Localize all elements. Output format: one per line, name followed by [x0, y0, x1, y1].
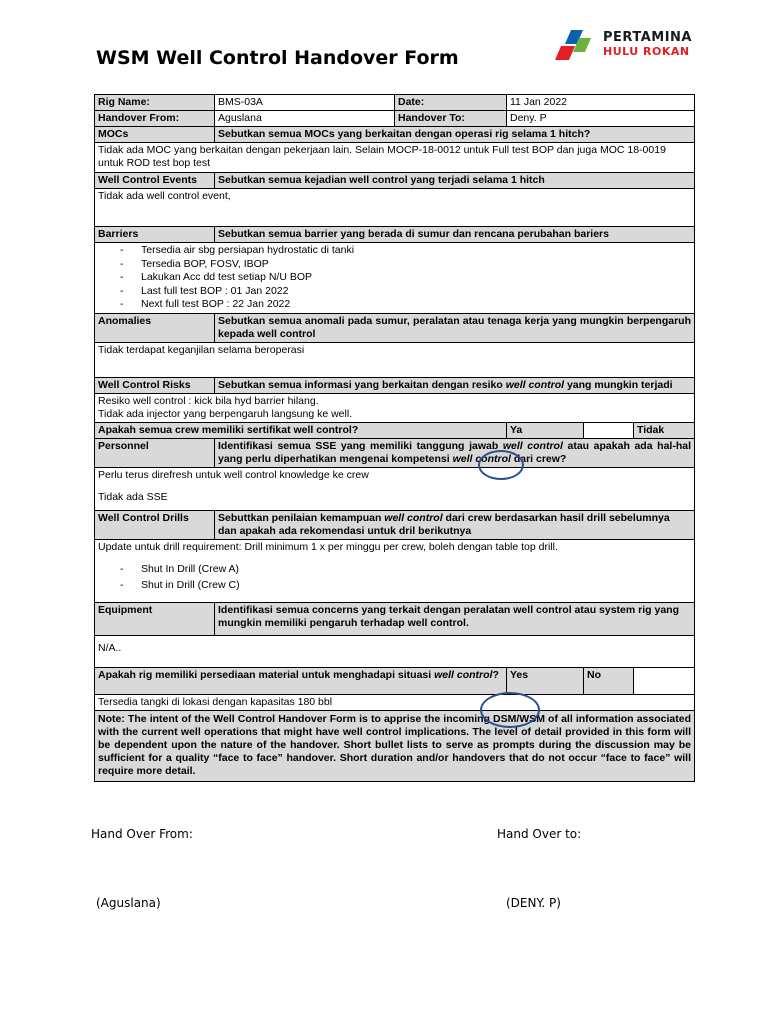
handover-row — [95, 111, 695, 127]
logo-text-hulu-rokan: HULU ROKAN — [603, 45, 690, 58]
personnel-question: Identifikasi semua SSE yang memiliki tanggung jawab well control atau apakah ada hal-hal yang perlu diperhatikan mengenai kompetensi well control dari crew? — [215, 438, 695, 467]
drills-answer[interactable]: Update untuk drill requirement: Drill minimum 1 x per minggu per crew, boleh dengan table top drill. - Shut In Drill (Crew A) - Shut in Drill (Crew C) — [95, 539, 695, 602]
drills-label: Well Control Drills — [95, 510, 215, 539]
anomalies-header-row — [95, 313, 695, 342]
material-no-box[interactable] — [634, 667, 695, 694]
hand-over-from-name: (Aguslana) — [96, 896, 161, 910]
mocs-answer-row — [95, 143, 695, 173]
material-yes-option[interactable]: Yes — [507, 667, 584, 694]
list-item: - Last full test BOP : 01 Jan 2022 — [141, 285, 691, 299]
anomalies-label: Anomalies — [95, 313, 215, 342]
barriers-label: Barriers — [95, 227, 215, 243]
rig-name-label: Rig Name: — [95, 95, 215, 111]
anomalies-answer-row — [95, 342, 695, 377]
barriers-answer[interactable] — [95, 243, 695, 314]
list-item: - Shut In Drill (Crew A) — [141, 563, 691, 577]
risks-answer[interactable]: Resiko well control : kick bila hyd barrier hilang. Tidak ada injector yang berpengaruh langsung ke well. — [95, 393, 695, 422]
handover-from-label: Handover From: — [95, 111, 215, 127]
equipment-answer[interactable]: N/A.. — [95, 635, 695, 667]
form-title: WSM Well Control Handover Form — [96, 47, 459, 69]
material-answer-row — [95, 694, 695, 710]
list-item: - Tersedia air sbg persiapan hydrostatic di tanki — [141, 244, 691, 258]
certificate-row — [95, 422, 695, 438]
handover-form-table — [94, 94, 695, 782]
handover-to-label: Handover To: — [395, 111, 507, 127]
events-answer-row — [95, 189, 695, 227]
drills-header-row — [95, 510, 695, 539]
list-item: - Shut in Drill (Crew C) — [141, 579, 691, 593]
handover-from-value[interactable]: Aguslana — [215, 111, 395, 127]
material-no-option[interactable]: No — [584, 667, 634, 694]
certificate-yes-box[interactable] — [584, 422, 634, 438]
equipment-label: Equipment — [95, 602, 215, 635]
material-answer[interactable]: Tersedia tangki di lokasi dengan kapasitas 180 bbl — [95, 694, 695, 710]
list-item: - Tersedia BOP, FOSV, IBOP — [141, 258, 691, 272]
risks-header-row — [95, 377, 695, 393]
drills-question: Sebuttkan penilaian kemampuan well control dari crew berdasarkan hasil drill sebelumnya dan apakah ada rekomendasi untuk dril berikutnya — [215, 510, 695, 539]
drills-list — [98, 563, 691, 593]
mocs-header-row — [95, 127, 695, 143]
pertamina-logo — [555, 30, 700, 66]
barriers-list — [98, 244, 691, 312]
anomalies-answer[interactable]: Tidak terdapat keganjilan selama beroperasi — [95, 342, 695, 377]
drills-answer-row — [95, 539, 695, 602]
certificate-yes-option[interactable]: Ya — [507, 422, 584, 438]
material-row — [95, 667, 695, 694]
handover-to-value[interactable]: Deny. P — [507, 111, 695, 127]
certificate-question: Apakah semua crew memiliki sertifikat well control? — [95, 422, 507, 438]
pertamina-logo-icon — [555, 30, 601, 64]
personnel-header-row — [95, 438, 695, 467]
note-text: Note: The intent of the Well Control Handover Form is to apprise the incoming DSM/WSM of all information associated with the current well operations that might have well control implications. The level of detail provided in this form will be dependent upon the nature of the handover. Short bullet lists to serve as prompts during the discussion may be sufficient for a quality “face to face” handover. Short duration and/or handovers that do not occur “face to face” will require more detail. — [95, 710, 695, 781]
mocs-answer[interactable]: Tidak ada MOC yang berkaitan dengan pekerjaan lain. Selain MOCP-18-0012 untuk Full test BOP dan juga MOC 18-0019 untuk ROD test bop test — [95, 143, 695, 173]
mocs-label: MOCs — [95, 127, 215, 143]
events-question: Sebutkan semua kejadian well control yang terjadi selama 1 hitch — [215, 173, 695, 189]
personnel-answer[interactable]: Perlu terus direfresh untuk well control knowledge ke crew Tidak ada SSE — [95, 467, 695, 510]
rig-name-value[interactable]: BMS-03A — [215, 95, 395, 111]
events-header-row — [95, 173, 695, 189]
material-question: Apakah rig memiliki persediaan material untuk menghadapi situasi well control? — [95, 667, 507, 694]
hand-over-to-label: Hand Over to: — [497, 827, 582, 841]
equipment-header-row — [95, 602, 695, 635]
barriers-header-row — [95, 227, 695, 243]
anomalies-question: Sebutkan semua anomali pada sumur, peralatan atau tenaga kerja yang mungkin berpengaruh kepada well control — [215, 313, 695, 342]
personnel-answer-row — [95, 467, 695, 510]
equipment-question: Identifikasi semua concerns yang terkait dengan peralatan well control atau system rig yang mungkin memiliki pengaruh terhadap well control. — [215, 602, 695, 635]
date-label: Date: — [395, 95, 507, 111]
note-row — [95, 710, 695, 781]
mocs-question: Sebutkan semua MOCs yang berkaitan dengan operasi rig selama 1 hitch? — [215, 127, 695, 143]
hand-over-from-label: Hand Over From: — [91, 827, 193, 841]
risks-label: Well Control Risks — [95, 377, 215, 393]
barriers-question: Sebutkan semua barrier yang berada di sumur dan rencana perubahan bariers — [215, 227, 695, 243]
risks-question: Sebutkan semua informasi yang berkaitan dengan resiko well control yang mungkin terjadi — [215, 377, 695, 393]
logo-text-pertamina: PERTAMINA — [603, 30, 692, 45]
certificate-no-option[interactable]: Tidak — [634, 422, 695, 438]
list-item: - Next full test BOP : 22 Jan 2022 — [141, 298, 691, 312]
rig-date-row — [95, 95, 695, 111]
events-label: Well Control Events — [95, 173, 215, 189]
events-answer[interactable]: Tidak ada well control event, — [95, 189, 695, 227]
personnel-label: Personnel — [95, 438, 215, 467]
barriers-answer-row — [95, 243, 695, 314]
risks-answer-row — [95, 393, 695, 422]
hand-over-to-name: (DENY. P) — [506, 896, 561, 910]
list-item: - Lakukan Acc dd test setiap N/U BOP — [141, 271, 691, 285]
equipment-answer-row — [95, 635, 695, 667]
date-value[interactable]: 11 Jan 2022 — [507, 95, 695, 111]
